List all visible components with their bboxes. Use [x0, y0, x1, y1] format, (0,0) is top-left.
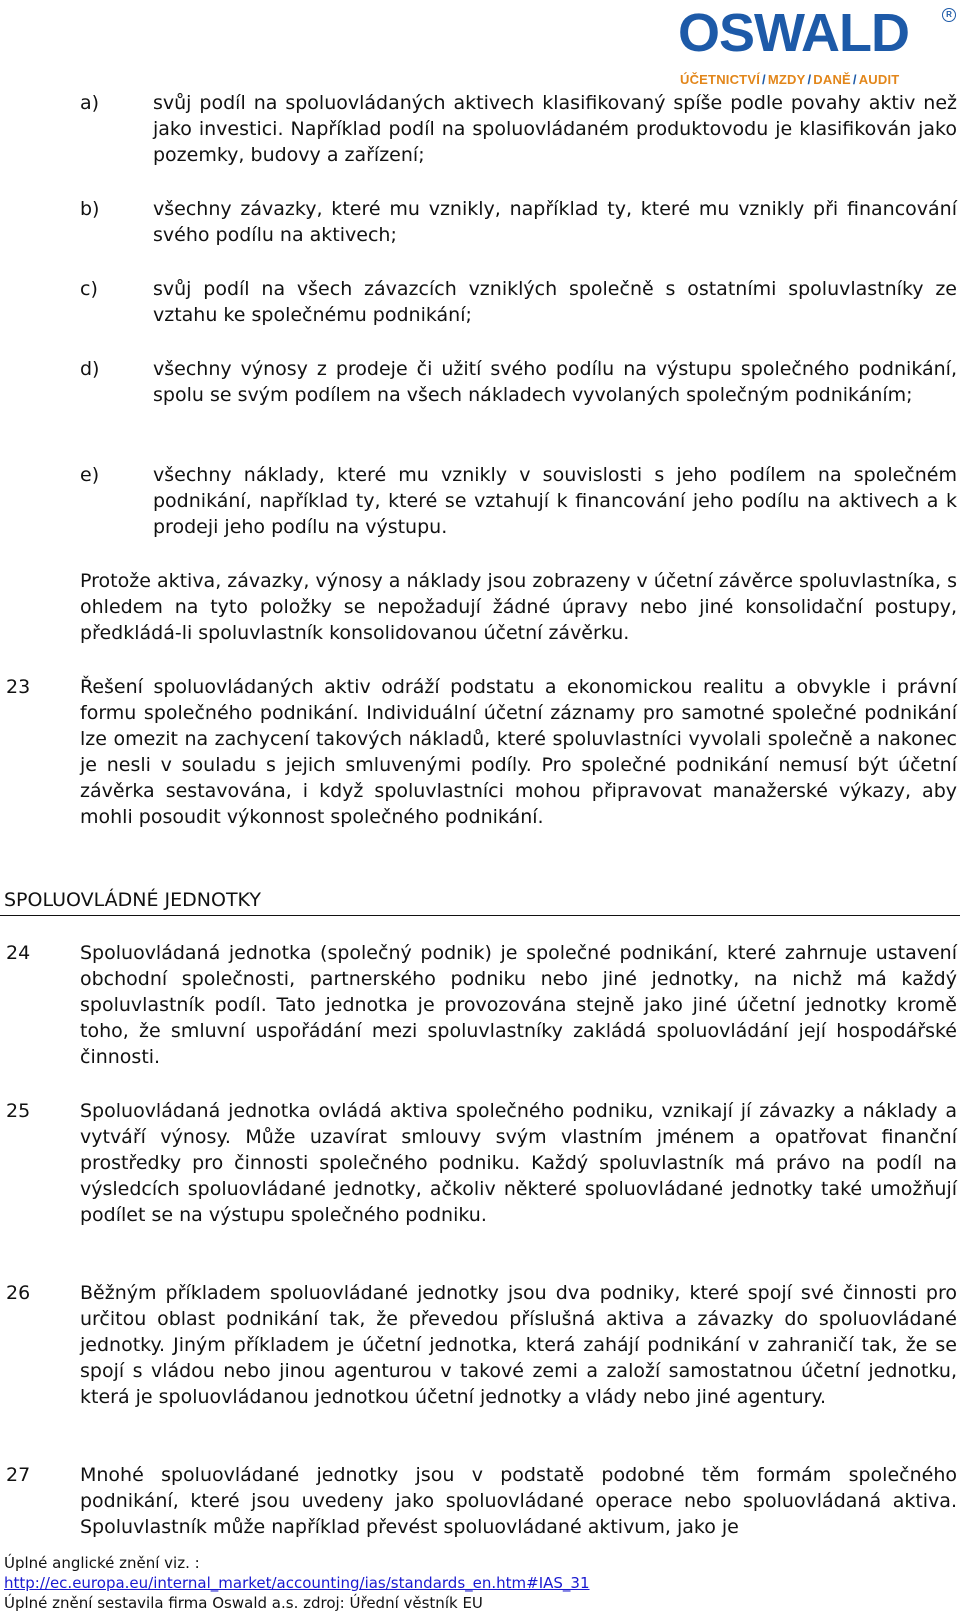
list-marker: b)	[80, 198, 100, 220]
logo-service-tax: DANĚ	[813, 72, 851, 87]
paragraph-number: 27	[6, 1464, 31, 1486]
logo-service-accounting: ÚČETNICTVÍ	[680, 72, 760, 87]
paragraph-text: Spoluovládaná jednotka (společný podnik) je společné podnikání, které zahrnuje ustavení obchodní společnosti, partnerského podniku nebo jiné jednotky, na nichž má každý spoluvlastník podíl. Tato jednotka je provozována stejně jako jiné účetní jednotky kromě toho, že smluvní uspořádání mezi spoluvlastníky zakládá spoluovládání její hospodářské činnosti.	[80, 942, 957, 1068]
paragraph-text: Spoluovládaná jednotka ovládá aktiva společného podniku, vznikají jí závazky a náklady a vytváří výnosy. Může uzavírat smlouvy svým vlastním jménem a opatřovat finanční prostředky pro činnosti společného podniku. Každý spoluvlastník má právo na podíl na výsledcích spoluovládané jednotky, ačkoliv některé spoluovládané jednotky také umožňují podílet se na výstupu společného podniku.	[80, 1100, 957, 1226]
logo-service-payroll: MZDY	[767, 72, 806, 87]
list-item-text: svůj podíl na všech závazcích vzniklých společně s ostatními spoluvlastníky ze vztahu ke společnému podnikání;	[153, 278, 957, 326]
list-marker: d)	[80, 358, 100, 380]
paragraph-number: 24	[6, 942, 31, 964]
logo-services: ÚČETNICTVÍ / MZDY / DANĚ / AUDIT	[680, 72, 900, 87]
list-marker: e)	[80, 464, 100, 486]
list-item-text: svůj podíl na spoluovládaných aktivech klasifikovaný spíše podle povahy aktiv než jako investici. Například podíl na spoluovládaném produktovodu je klasifikován jako pozemky, budovy a zařízení;	[153, 92, 957, 166]
paragraph-text: Běžným příkladem spoluovládané jednotky jsou dva podniky, které spojí své činnosti pro určitou oblast podnikání tak, že převedou příslušná aktiva a závazky do spoluovládané jednotky. Jiným příkladem je účetní jednotka, která zahájí podnikání v zahraničí tak, že se spojí s vládou nebo jinou agenturou v takové zemi a založí samostatnou účetní jednotku, která je spoluovládanou jednotkou účetní jednotky a vlády nebo jiné agentury.	[80, 1282, 957, 1408]
list-item-text: všechny výnosy z prodeje či užití svého podílu na výstupu společného podnikání, spolu se svým podílem na všech nákladech vyvolaných společným podnikáním;	[153, 358, 957, 406]
paragraph-after-list: Protože aktiva, závazky, výnosy a náklady jsou zobrazeny v účetní závěrce spoluvlastníka, s ohledem na tyto položky se nepožadují žádné úpravy nebo jiné konsolidační postupy, předkládá-li spoluvlastník konsolidovanou účetní závěrku.	[80, 570, 957, 644]
paragraph-text: Mnohé spoluovládané jednotky jsou v podstatě podobné těm formám společného podnikání, které jsou uvedeny jako spoluovládané operace nebo spoluovládaná aktiva. Spoluvlastník může například převést spoluovládané aktivum, jako je	[80, 1464, 957, 1538]
paragraph-text: Řešení spoluovládaných aktiv odráží podstatu a ekonomickou realitu a obvykle i právní formu společného podnikání. Individuální účetní záznamy pro samotné společné podnikání lze omezit na zachycení takových nákladů, které spoluvlastníci vyvolali společně a nakonec je nesli v souladu s jejich smluvenými podíly. Pro společné podnikání nemusí být účetní závěrka sestavována, i když spoluvlastníci mohou připravovat manažerské výkazy, aby mohli posoudit výkonnost společného podnikání.	[80, 676, 957, 828]
paragraph-number: 23	[6, 676, 31, 698]
paragraph-number: 25	[6, 1100, 31, 1122]
logo-wordmark: OSWALD	[678, 3, 909, 63]
paragraph-number: 26	[6, 1282, 31, 1304]
oswald-logo	[676, 4, 958, 90]
registered-mark-icon: R	[942, 8, 956, 22]
list-item-text: všechny závazky, které mu vznikly, například ty, které mu vznikly při financování svého podílu na aktivech;	[153, 198, 957, 246]
footer-note: Úplné anglické znění viz. :	[4, 1554, 200, 1572]
page-footer	[4, 1553, 590, 1613]
list-marker: c)	[80, 278, 98, 300]
source-link[interactable]: http://ec.europa.eu/internal_market/accounting/ias/standards_en.htm#IAS_31	[4, 1574, 590, 1592]
list-item-text: všechny náklady, které mu vznikly v souvislosti s jeho podílem na společném podnikání, například ty, které se vztahují k financování jeho podílu na aktivech a k prodeji jeho podílu na výstupu.	[153, 464, 957, 538]
section-heading: SPOLUOVLÁDNÉ JEDNOTKY	[4, 889, 261, 911]
logo-service-audit: AUDIT	[858, 72, 900, 87]
heading-divider	[0, 915, 960, 916]
footer-source: Úplné znění sestavila firma Oswald a.s. zdroj: Úřední věstník EU	[4, 1594, 483, 1612]
list-marker: a)	[80, 92, 100, 114]
